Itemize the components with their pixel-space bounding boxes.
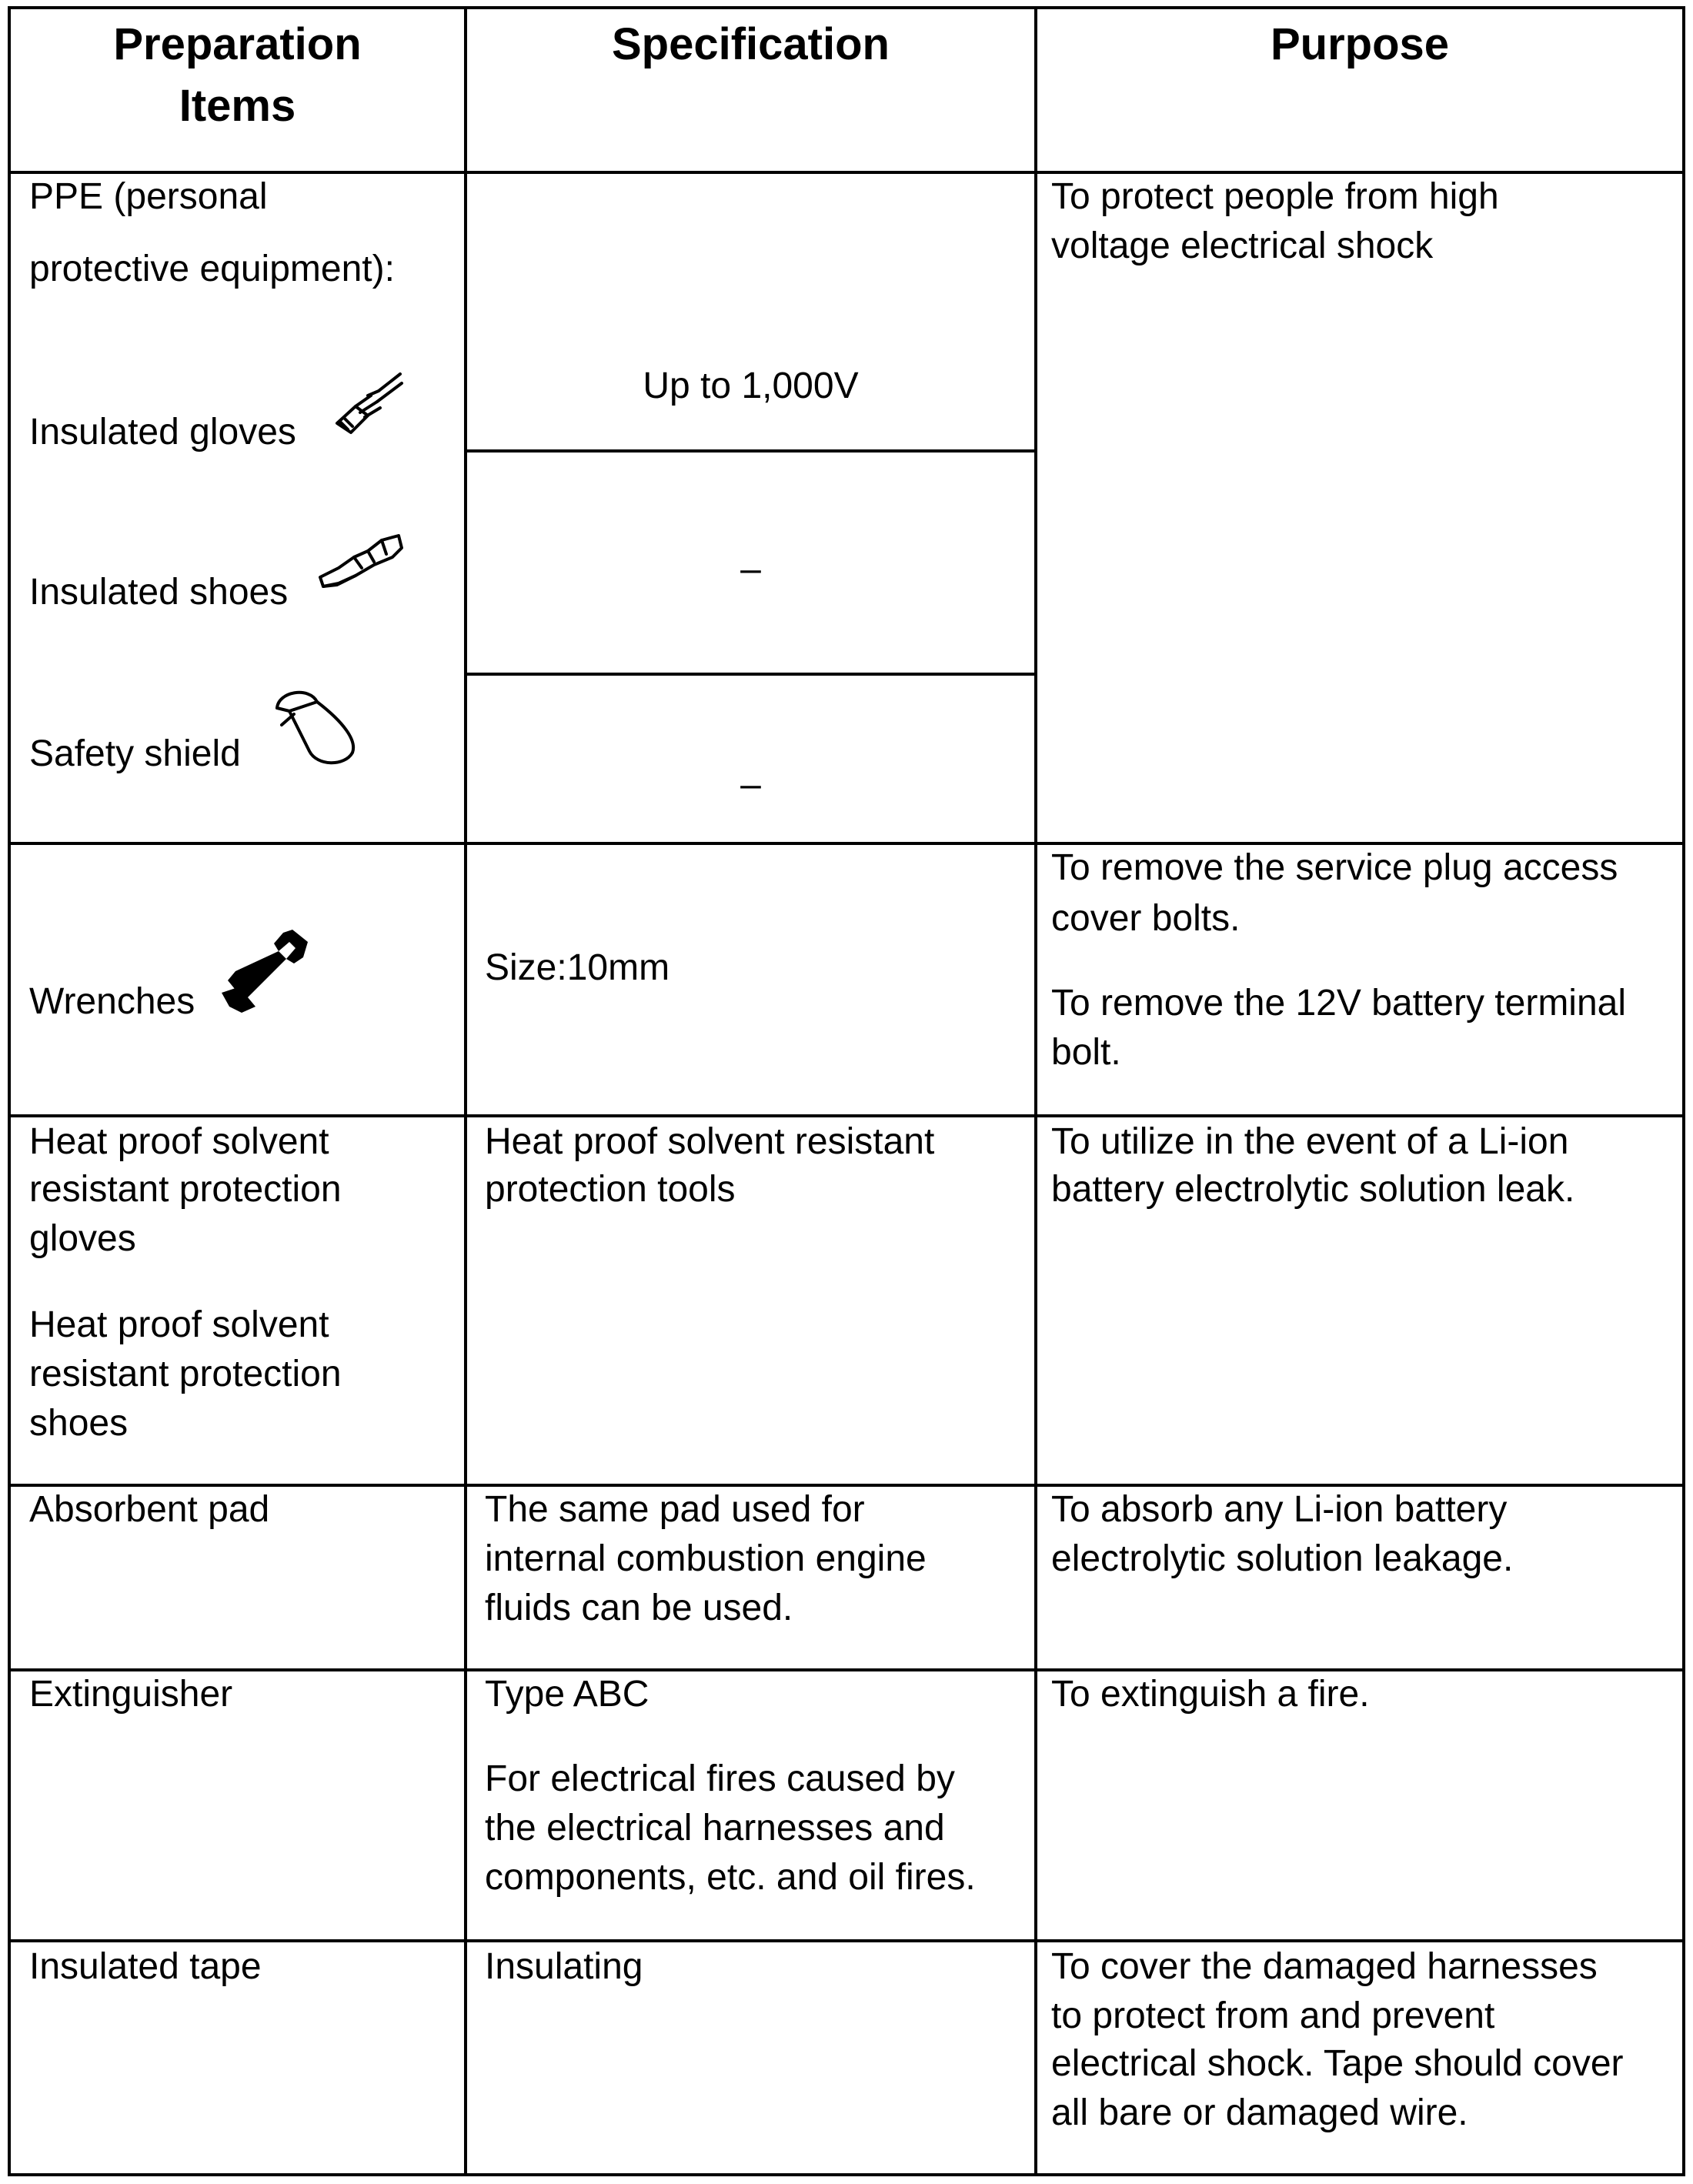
- tape-purpose-line4: all bare or damaged wire.: [1051, 2092, 1468, 2133]
- absorbent-spec-line1: The same pad used for: [485, 1489, 865, 1530]
- absorbent-item: Absorbent pad: [29, 1489, 270, 1530]
- safety-shield-icon: [266, 683, 366, 776]
- header-preparation-items: [11, 14, 464, 137]
- extinguisher-purpose: To extinguish a fire.: [1051, 1674, 1370, 1715]
- heatproof-item1-line3: gloves: [29, 1218, 136, 1259]
- safety-shield-label: Safety shield: [29, 733, 241, 774]
- ppe-purpose-line2: voltage electrical shock: [1051, 225, 1434, 266]
- header-specification: Specification: [612, 19, 890, 69]
- extinguisher-spec-line2: For electrical fires caused by: [485, 1758, 955, 1799]
- header-preparation-line: Preparation: [113, 19, 362, 69]
- insulated-gloves-label: Insulated gloves: [29, 412, 296, 452]
- heatproof-item2-line3: shoes: [29, 1403, 129, 1444]
- heatproof-spec-line1: Heat proof solvent resistant: [485, 1121, 935, 1162]
- tape-purpose-line2: to protect from and prevent: [1051, 1995, 1495, 2036]
- wrenches-purpose1-line2: cover bolts.: [1051, 898, 1241, 939]
- heatproof-item1-line2: resistant protection: [29, 1169, 342, 1210]
- table-border-top: [8, 6, 1685, 9]
- shoes-spec: –: [740, 549, 761, 589]
- tape-purpose-line1: To cover the damaged harnesses: [1051, 1946, 1598, 1987]
- wrenches-purpose1-line1: To remove the service plug access: [1051, 847, 1618, 888]
- extinguisher-spec-line4: components, etc. and oil fires.: [485, 1857, 976, 1898]
- extinguisher-item: Extinguisher: [29, 1674, 233, 1715]
- wrench-icon: [219, 927, 311, 1019]
- row-divider-absorbent: [8, 1668, 1685, 1671]
- tape-purpose-line3: electrical shock. Tape should cover: [1051, 2043, 1624, 2084]
- table-border-bottom: [8, 2173, 1685, 2176]
- heatproof-purpose-line1: To utilize in the event of a Li-ion: [1051, 1121, 1569, 1162]
- wrenches-spec: Size:10mm: [485, 947, 670, 988]
- absorbent-spec-line3: fluids can be used.: [485, 1588, 793, 1628]
- ppe-item-line1: PPE (personal: [29, 176, 268, 217]
- spec-divider-shoes: [464, 673, 1034, 676]
- ppe-item-line2: protective equipment):: [29, 249, 395, 289]
- absorbent-purpose-line2: electrolytic solution leakage.: [1051, 1538, 1514, 1579]
- extinguisher-spec-line3: the electrical harnesses and: [485, 1808, 945, 1848]
- wrenches-purpose2-line1: To remove the 12V battery terminal: [1051, 983, 1627, 1024]
- table-border-right: [1682, 6, 1685, 2176]
- heatproof-item1-line1: Heat proof solvent: [29, 1121, 329, 1162]
- absorbent-spec-line2: internal combustion engine: [485, 1538, 927, 1579]
- ppe-purpose-line1: To protect people from high: [1051, 176, 1499, 217]
- gloves-icon: [329, 368, 406, 437]
- tape-spec: Insulating: [485, 1946, 643, 1987]
- heatproof-item2-line2: resistant protection: [29, 1354, 342, 1394]
- absorbent-purpose-line1: To absorb any Li-ion battery: [1051, 1489, 1508, 1530]
- tape-item: Insulated tape: [29, 1946, 262, 1987]
- column-divider-2: [1034, 6, 1037, 2176]
- table-border-left: [8, 6, 11, 2176]
- preparation-table: [8, 6, 1685, 2176]
- shield-spec: –: [740, 764, 761, 805]
- heatproof-purpose-line2: battery electrolytic solution leak.: [1051, 1169, 1575, 1210]
- wrenches-label: Wrenches: [29, 981, 195, 1022]
- wrenches-purpose2-line2: bolt.: [1051, 1032, 1121, 1073]
- heatproof-item2-line1: Heat proof solvent: [29, 1304, 329, 1345]
- heatproof-spec-line2: protection tools: [485, 1169, 736, 1210]
- shoes-icon: [316, 531, 408, 593]
- header-purpose: Purpose: [1270, 19, 1450, 69]
- extinguisher-spec-line1: Type ABC: [485, 1674, 649, 1715]
- insulated-shoes-label: Insulated shoes: [29, 572, 289, 613]
- header-items-line: Items: [179, 81, 296, 131]
- column-divider-1: [464, 6, 467, 2176]
- gloves-spec: Up to 1,000V: [643, 366, 859, 406]
- spec-divider-gloves: [464, 449, 1034, 452]
